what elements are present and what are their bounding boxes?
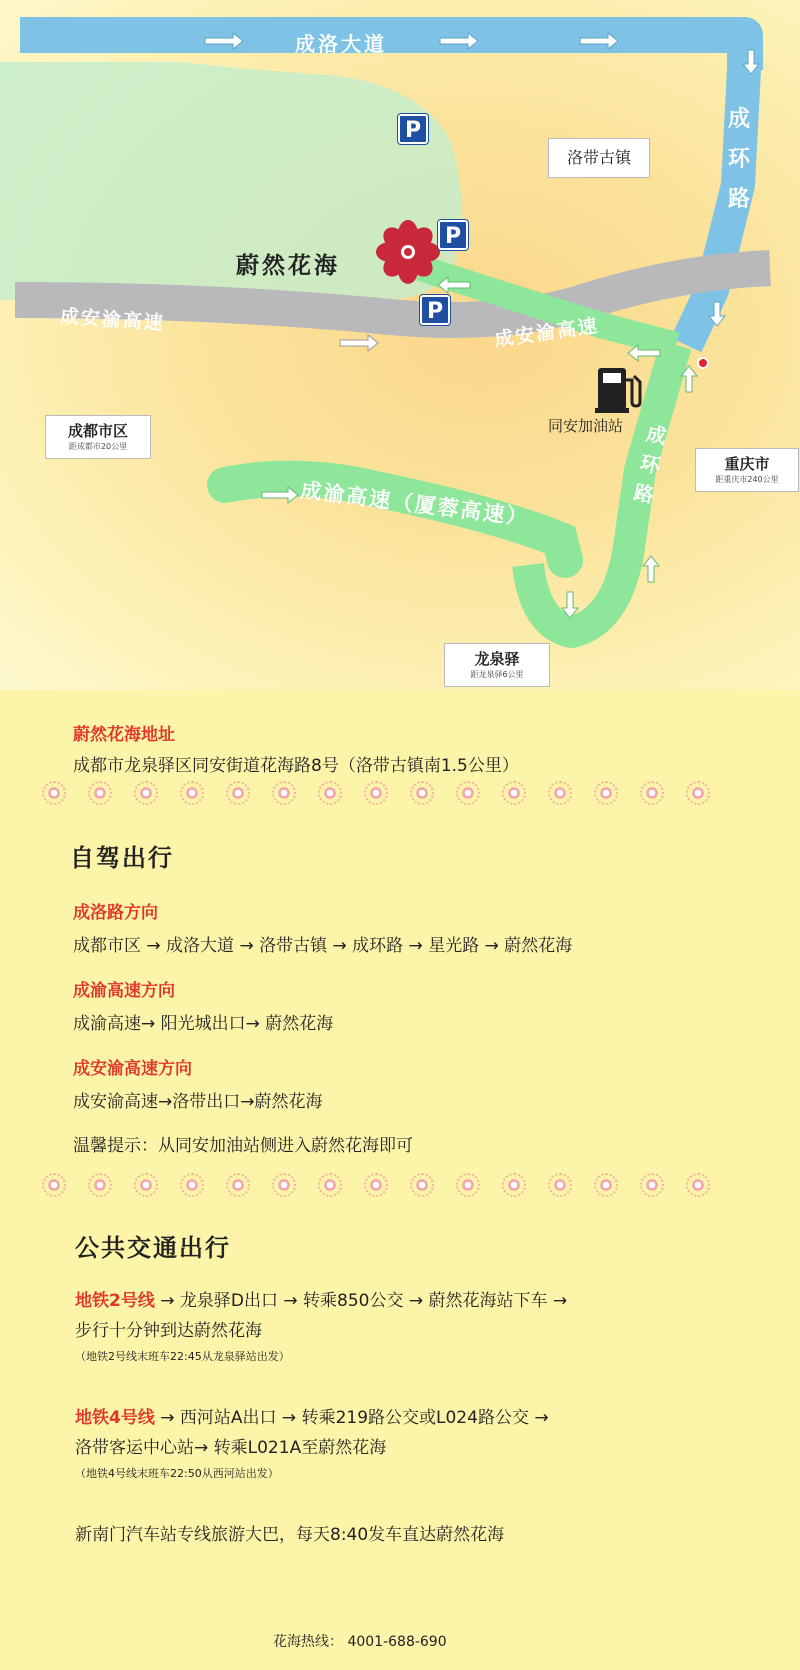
route-3-title: 成安渝高速方向 — [73, 1059, 192, 1079]
route-2-path: 成渝高速→ 阳光城出口→ 蔚然花海 — [73, 1014, 334, 1034]
gas-station-label: 同安加油站 — [548, 417, 624, 435]
parking-icon: P — [420, 295, 450, 325]
metro4-path2: 洛带客运中心站→ 转乘L021A至蔚然花海 — [75, 1438, 387, 1458]
chongqing-title: 重庆市 — [724, 455, 770, 473]
self-drive-heading: 自驾出行 — [70, 844, 174, 872]
road-label-chenghuan-south: 成环路 — [631, 421, 669, 508]
public-transit-heading: 公共交通出行 — [75, 1234, 231, 1262]
parking-icon: P — [398, 114, 428, 144]
luodai-town-box — [548, 138, 650, 178]
route-1-path: 成都市区 → 成洛大道 → 洛带古镇 → 成环路 → 星光路 → 蔚然花海 — [73, 936, 573, 956]
info-panel — [45, 698, 783, 1670]
chengdu-box — [45, 415, 151, 459]
hotline: 花海热线： 4001-688-690 — [273, 1634, 447, 1650]
luodai-town-label: 洛带古镇 — [566, 148, 631, 167]
metro4-route-line1 — [75, 1403, 549, 1428]
metro4-note: （地铁4号线末班车22:50从西河站出发） — [75, 1467, 279, 1480]
road-label-chengluo: 成洛大道 — [295, 32, 387, 56]
parking-icon: P — [438, 220, 468, 250]
metro2-path2: 步行十分钟到达蔚然花海 — [75, 1321, 262, 1341]
road-label-chenganyu-right: 成安渝高速 — [493, 314, 601, 352]
gas-pump-icon — [595, 368, 640, 413]
longquanyi-distance: 距龙泉驿6公里 — [470, 670, 524, 679]
chongqing-distance: 距重庆市240公里 — [715, 475, 779, 484]
route-1-title: 成洛路方向 — [73, 903, 158, 923]
location-dot-icon — [698, 358, 708, 368]
sun-divider — [45, 784, 783, 808]
address-text: 成都市龙泉驿区同安街道花海路8号（洛带古镇南1.5公里） — [73, 756, 519, 776]
chengdu-distance: 距成都市20公里 — [68, 442, 128, 451]
road-label-chenganyu-left: 成安渝高速 — [59, 305, 166, 335]
drive-tip: 温馨提示：从同安加油站侧进入蔚然花海即可 — [73, 1136, 413, 1156]
metro2-note: （地铁2号线末班车22:45从龙泉驿站出发） — [75, 1350, 290, 1363]
metro4-path1: → 西河站A出口 → 转乘219路公交或L024路公交 → — [154, 1408, 549, 1428]
tour-bus-info: 新南门汽车站专线旅游大巴，每天8:40发车直达蔚然花海 — [75, 1525, 505, 1545]
chongqing-box — [695, 448, 799, 492]
address-heading: 蔚然花海地址 — [73, 725, 175, 745]
sun-divider — [45, 1176, 783, 1200]
metro2-route-line1 — [75, 1286, 567, 1311]
longquanyi-box — [444, 643, 550, 687]
metro4-label: 地铁4号线 — [75, 1408, 155, 1428]
metro2-label: 地铁2号线 — [75, 1291, 155, 1311]
map-graphics — [0, 0, 800, 690]
route-map — [0, 0, 800, 690]
route-3-path: 成安渝高速→洛带出口→蔚然花海 — [73, 1092, 323, 1112]
road-label-chenghuan-north: 成环路 — [728, 107, 751, 212]
longquanyi-title: 龙泉驿 — [474, 650, 520, 668]
route-2-title: 成渝高速方向 — [73, 981, 175, 1001]
chengdu-title: 成都市区 — [67, 422, 128, 440]
flower-sea-label: 蔚然花海 — [236, 253, 340, 279]
metro2-path1: → 龙泉驿D出口 → 转乘850公交 → 蔚然花海站下车 → — [154, 1291, 568, 1311]
road-label-chengyu: 成渝高速（厦蓉高速） — [299, 478, 531, 530]
